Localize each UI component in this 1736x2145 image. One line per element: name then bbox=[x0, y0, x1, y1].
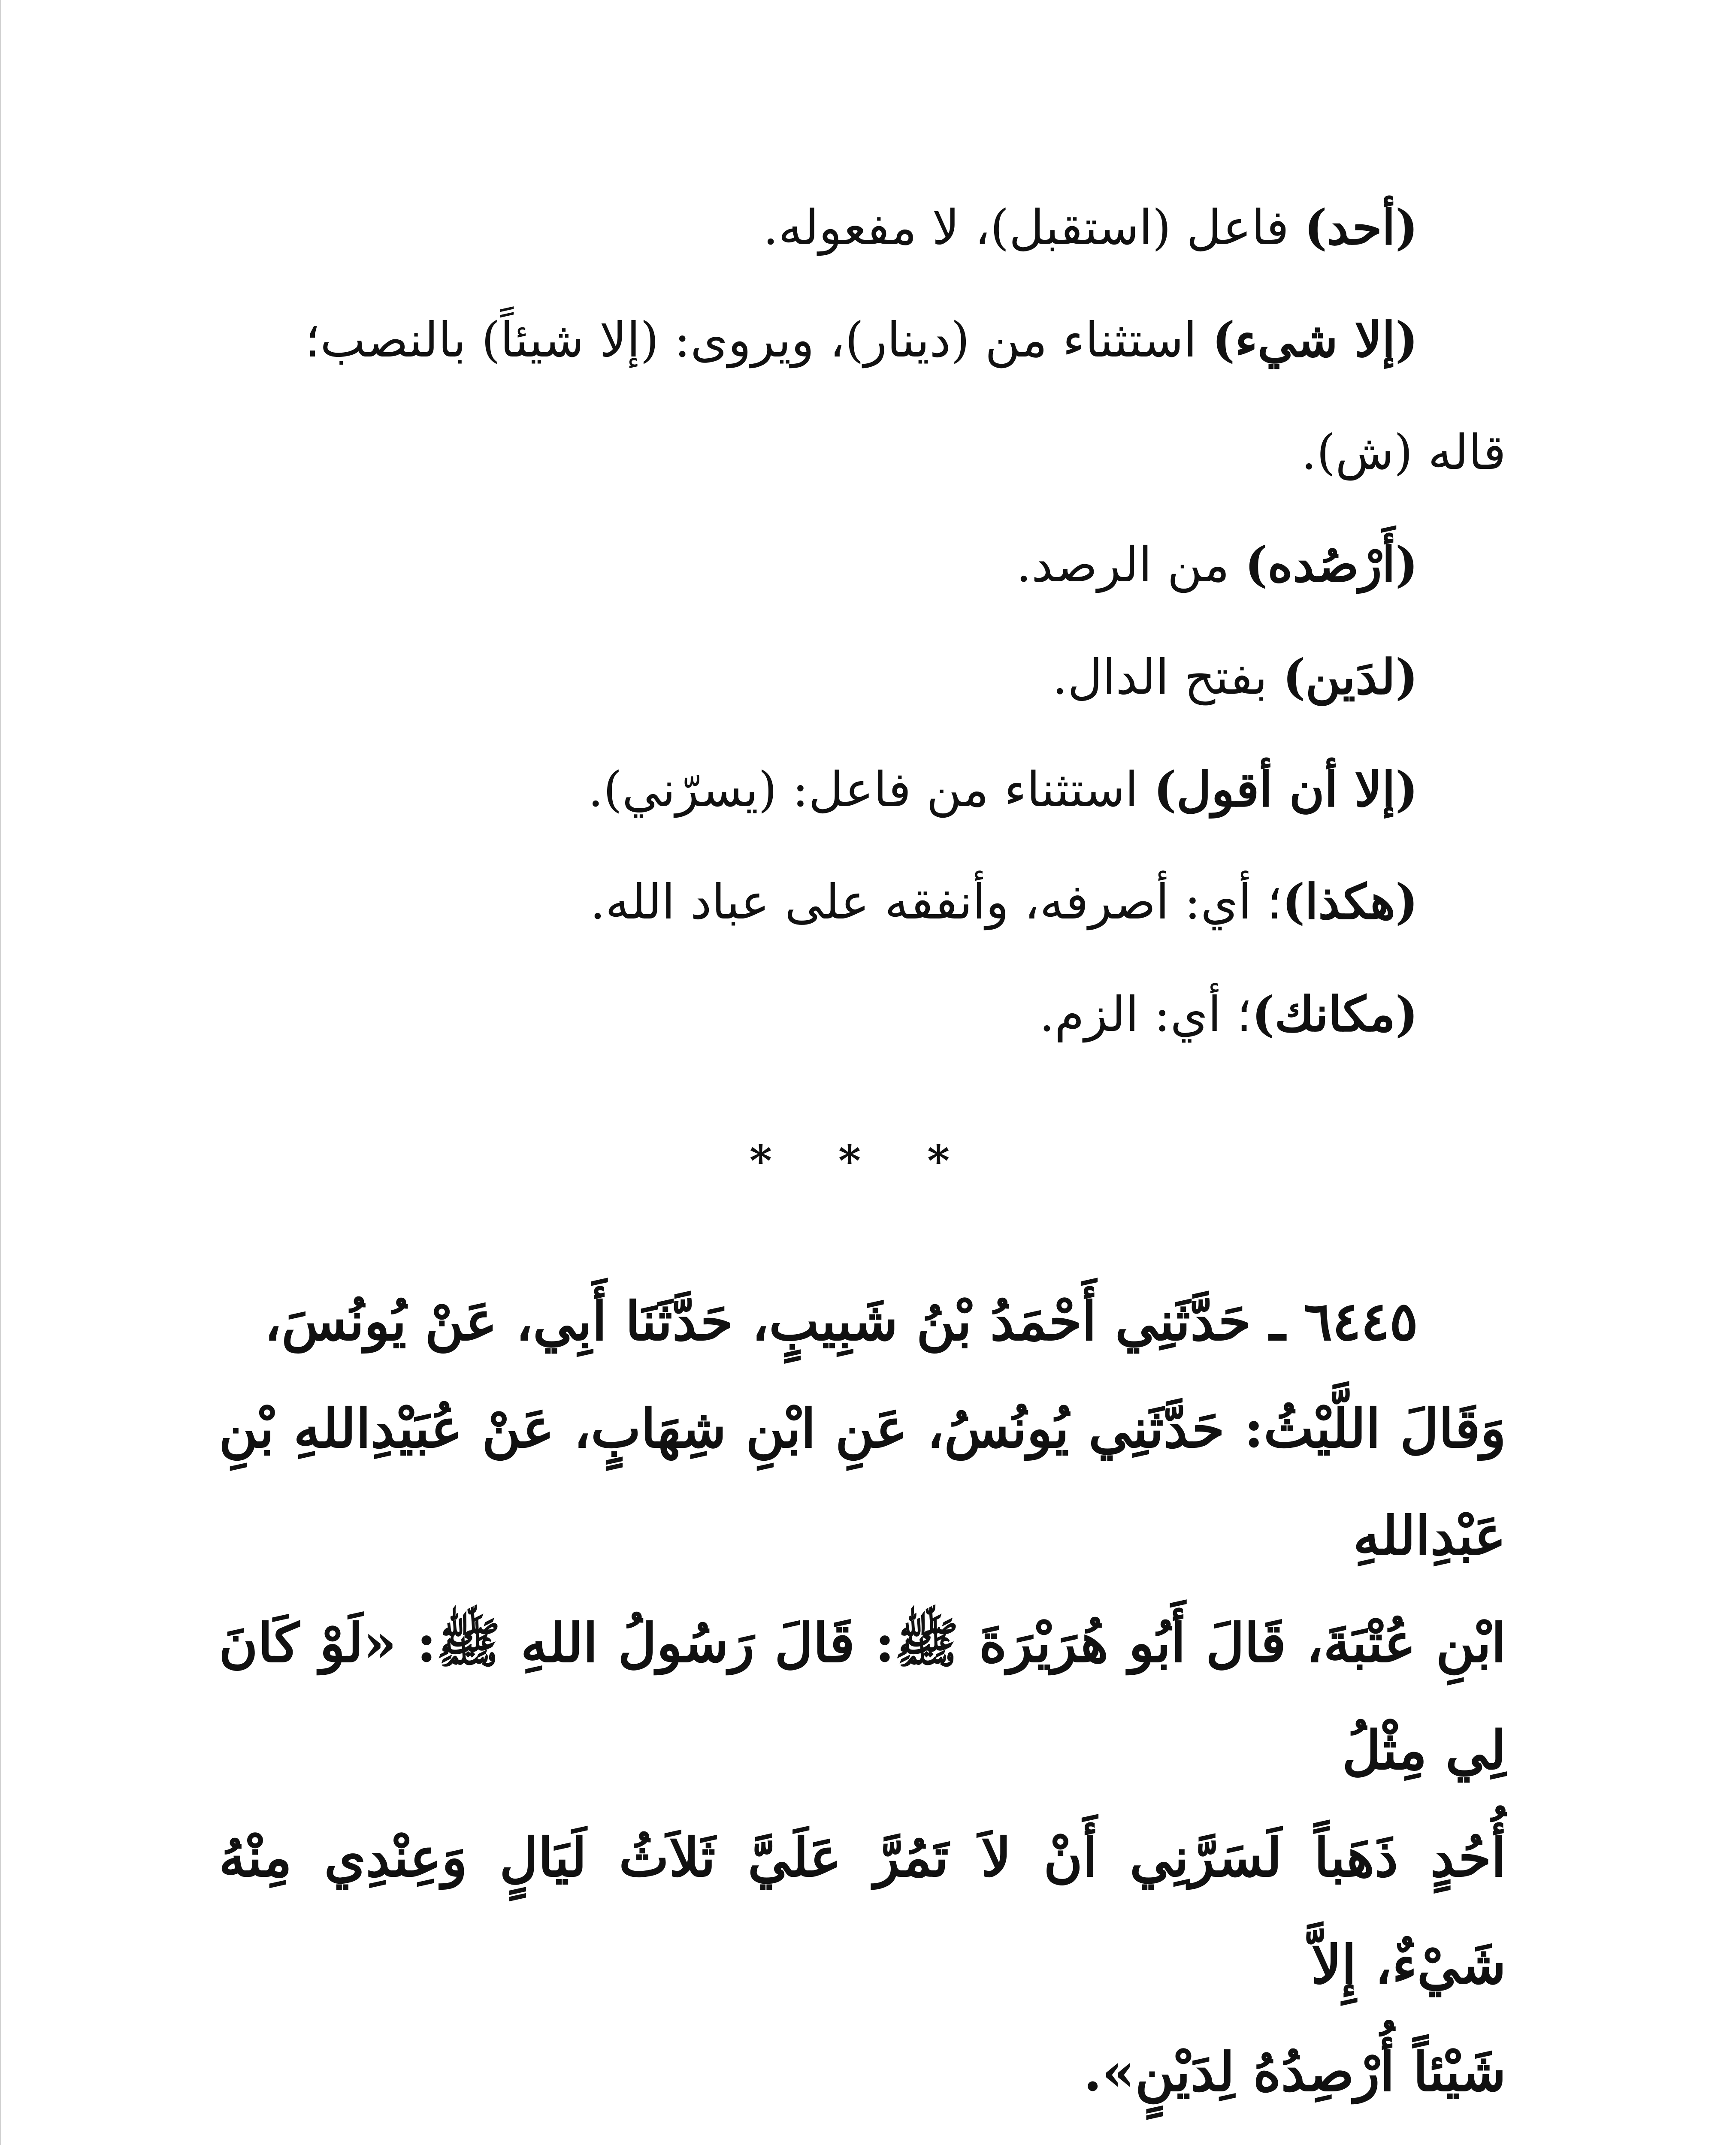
hadith-line: ابْنِ عُتْبَةَ، قَالَ أَبُو هُرَيْرَةَ ﷺ: قَالَ رَسُولُ اللهِ ﷺ: «لَوْ كَانَ لِي مِثْلُ bbox=[219, 1612, 1506, 1782]
hadith-line: ٦٤٤٥ ـ حَدَّثَنِي أَحْمَدُ بْنُ شَبِيبٍ، حَدَّثَنَا أَبِي، عَنْ يُونُسَ، bbox=[264, 1290, 1418, 1353]
note-term: (مكانك) bbox=[1252, 986, 1418, 1042]
note-term: (هكذا) bbox=[1282, 874, 1418, 930]
note-line bbox=[219, 172, 1506, 284]
hadith-text bbox=[219, 1268, 1506, 2126]
hadith-line: أُحُدٍ ذَهَباً لَسَرَّنِي أَنْ لاَ تَمُرَّ عَلَيَّ ثَلاَثُ لَيَالٍ وَعِنْدِي مِنْهُ شَيْءٌ، إِلاَّ bbox=[219, 1827, 1506, 1996]
note-line bbox=[219, 958, 1506, 1071]
explanatory-notes bbox=[219, 172, 1506, 1071]
note-text: من الرصد. bbox=[1016, 537, 1245, 593]
note-line bbox=[219, 734, 1506, 846]
note-term: (أَرْصُده) bbox=[1245, 537, 1418, 593]
note-term: (إلا شيء) bbox=[1212, 312, 1418, 368]
section-divider: * * * bbox=[749, 1136, 976, 1186]
note-text: استثناء من (دينار)، ويروى: (إلا شيئاً) بالنصب؛ bbox=[305, 312, 1213, 368]
note-term: (لدَين) bbox=[1282, 649, 1418, 705]
page-edge bbox=[0, 0, 1, 2145]
note-line bbox=[219, 846, 1506, 958]
note-line bbox=[219, 621, 1506, 734]
book-page bbox=[219, 172, 1506, 2145]
note-line bbox=[219, 284, 1506, 396]
note-line bbox=[219, 509, 1506, 621]
note-text: بفتح الدال. bbox=[1052, 650, 1283, 705]
note-text: فاعل (استقبل)، لا مفعوله. bbox=[763, 200, 1304, 256]
note-line bbox=[219, 396, 1506, 509]
hadith-line: وَقَالَ اللَّيْثُ: حَدَّثَنِي يُونُسُ، عَنِ ابْنِ شِهَابٍ، عَنْ عُبَيْدِاللهِ بْنِ عَبْدِاللهِ bbox=[219, 1398, 1506, 1567]
note-text: استثناء من فاعل: (يسرّني). bbox=[588, 762, 1154, 818]
note-term: (أحد) bbox=[1304, 199, 1418, 256]
hadith-line: شَيْئاً أُرْصِدُهُ لِدَيْنٍ». bbox=[1083, 2041, 1506, 2103]
note-text: ؛ أي: أصرفه، وأنفقه على عباد الله. bbox=[590, 874, 1282, 930]
note-text: قاله (ش). bbox=[1301, 425, 1506, 480]
note-term: (إلا أن أقول) bbox=[1153, 761, 1418, 818]
note-text: ؛ أي: الزم. bbox=[1039, 987, 1252, 1042]
